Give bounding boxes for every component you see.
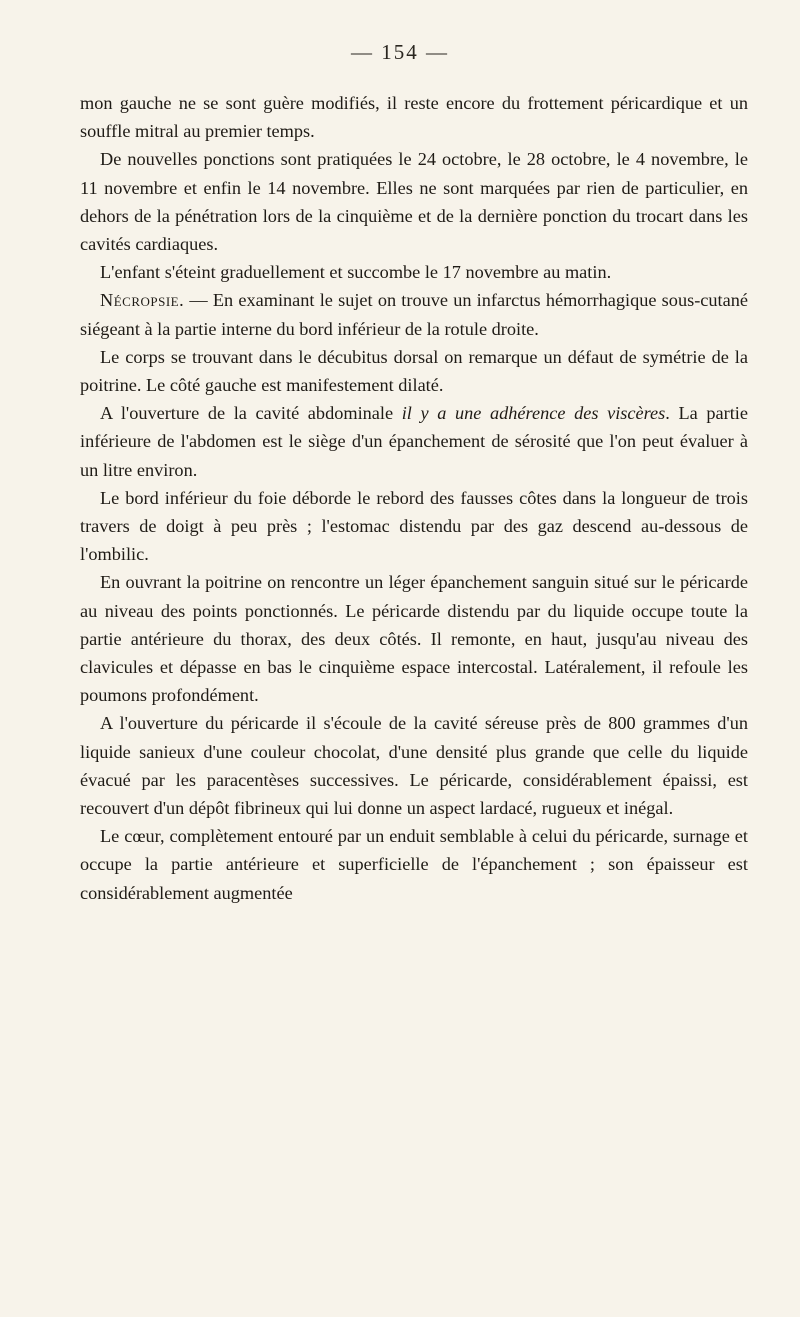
abdomen-text-after: . La partie inférieure de l'abdomen est le siège d'un épanchement de sérosité que l'on peut évaluer à un litre environ. <box>80 403 748 480</box>
abdomen-italic: il y a une adhérence des viscères <box>401 403 666 424</box>
paragraph-continuation: mon gauche ne se sont guère modifiés, il reste encore du frottement péricardique et un souffle mitral au premier temps. <box>80 93 748 142</box>
necropsie-label: Nécropsie. <box>100 290 185 311</box>
paragraph-pericarde: A l'ouverture du péricarde il s'écoule de la cavité séreuse près de 800 grammes d'un liquide sanieux d'une couleur chocolat, d'une densité plus grande que celle du liquide évacué par les paracentèses successives. Le péricarde, considérablement épaissi, est recouvert d'un dépôt fibrineux qui lui donne un aspect lardacé, rugueux et inégal. <box>80 713 748 819</box>
necropsie-text: — En examinant le sujet on trouve un infarctus hémorrhagique sous-cutané siégeant à la partie interne du bord inférieur de la rotule droite. <box>80 290 748 339</box>
paragraph-poitrine: En ouvrant la poitrine on rencontre un léger épanchement sanguin situé sur le péricarde au niveau des points ponctionnés. Le péricarde distendu par du liquide occupe toute la partie antérieure du thorax, des deux côtés. Il remonte, en haut, jusqu'au niveau des clavicules et dépasse en bas le cinquième espace intercostal. Latéralement, il refoule les poumons profondément. <box>80 572 748 706</box>
paragraph-coeur: Le cœur, complètement entouré par un enduit semblable à celui du péricarde, surnage et occupe la partie antérieure et superficielle de l'épanchement ; son épaisseur est considérablement augmentée <box>80 826 748 903</box>
paragraph-deces: L'enfant s'éteint graduellement et succombe le 17 novembre au matin. <box>100 262 612 283</box>
paragraph-foie: Le bord inférieur du foie déborde le rebord des fausses côtes dans la longueur de trois travers de doigt à peu près ; l'estomac distendu par des gaz descend au-dessous de l'ombilic. <box>80 487 748 565</box>
paragraph-symetrie: Le corps se trouvant dans le décubitus dorsal on remarque un défaut de symétrie de la poitrine. Le côté gauche est manifestement dilaté. <box>80 346 748 396</box>
paragraph-ponctions: De nouvelles ponctions sont pratiquées le 24 octobre, le 28 octobre, le 4 novembre, le 11 novembre et enfin le 14 novembre. Elles ne sont marquées par rien de particulier, en dehors de la pénétration lors de la cinquième et de la dernière ponction du trocart dans les cavités cardiaques. <box>80 149 748 255</box>
paragraph-abdomen <box>80 399 748 484</box>
abdomen-text-before: A l'ouverture de la cavité abdominale <box>100 403 402 424</box>
body-text <box>80 89 748 907</box>
paragraph-necropsie <box>80 286 748 342</box>
page-number: — 154 — <box>351 40 449 64</box>
